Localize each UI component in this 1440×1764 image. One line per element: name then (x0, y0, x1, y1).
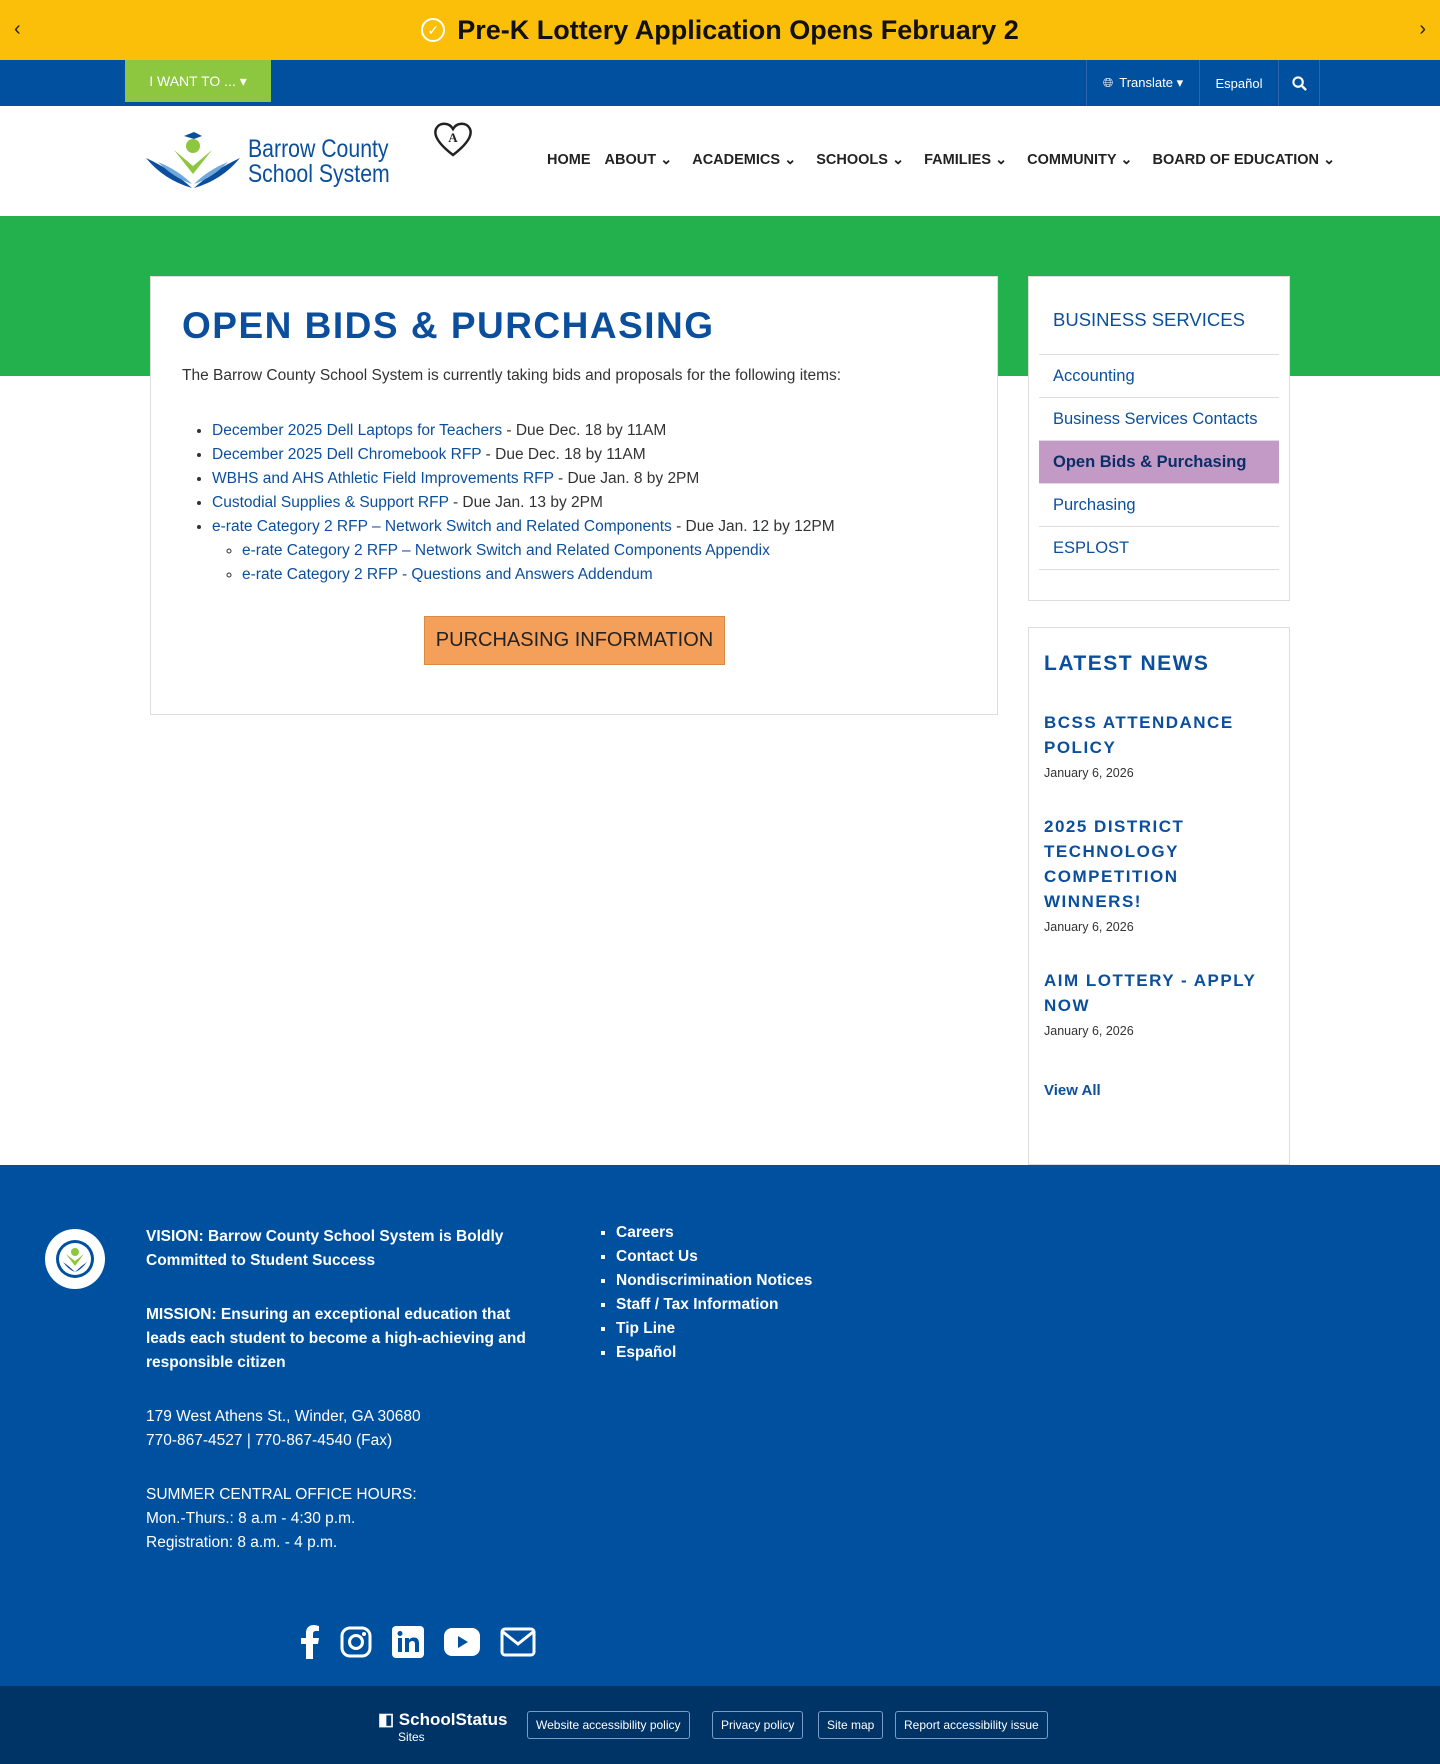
heart-a-logo[interactable] (432, 120, 474, 163)
footer-link-contact[interactable]: Contact Us (616, 1248, 698, 1265)
search-icon (1292, 76, 1307, 91)
footer-link-careers[interactable]: Careers (616, 1224, 674, 1241)
sub-bid-link[interactable]: e-rate Category 2 RFP – Network Switch and Related Components Appendix (242, 542, 770, 559)
latest-news (1028, 627, 1290, 1165)
view-all-link[interactable]: View All (1044, 1082, 1101, 1099)
prev-arrow-icon[interactable]: ‹ (14, 18, 21, 40)
search-button[interactable] (1278, 60, 1320, 106)
translate-label: Translate ▾ (1119, 75, 1184, 90)
page-title: OPEN BIDS & PURCHASING (182, 305, 715, 346)
nav-families[interactable]: FAMILIES ⌄ (924, 152, 1008, 168)
i-want-to-button[interactable]: I WANT TO ... ▾ (125, 60, 271, 102)
accessibility-policy-link[interactable]: Website accessibility policy (527, 1711, 690, 1739)
list-item (212, 467, 966, 491)
footer-link-nondiscrimination[interactable]: Nondiscrimination Notices (616, 1272, 813, 1289)
nav-home[interactable]: HOME (547, 152, 591, 168)
list-item (212, 419, 966, 443)
heart-letter: A (448, 130, 458, 145)
footer-links (600, 1221, 812, 1365)
news-item-date: January 6, 2026 (1044, 766, 1134, 780)
bid-link[interactable]: e-rate Category 2 RFP – Network Switch and Related Components (212, 518, 672, 535)
news-item-title[interactable]: AIM LOTTERY - APPLY NOW (1044, 971, 1257, 1015)
bottom-bar (0, 1686, 1440, 1764)
bid-due: - Due Dec. 18 by 11AM (502, 422, 667, 439)
bid-link[interactable]: December 2025 Dell Laptops for Teachers (212, 422, 503, 439)
espanol-link[interactable]: Español (1199, 60, 1278, 106)
list-item (212, 515, 966, 587)
nav-community[interactable]: COMMUNITY ⌄ (1027, 152, 1133, 168)
instagram-icon[interactable] (340, 1626, 372, 1658)
sidebar-item-esplost[interactable]: ESPLOST (1039, 526, 1279, 570)
translate-button[interactable] (1086, 60, 1199, 106)
main-nav (547, 152, 1349, 168)
logo-figure-icon (144, 130, 242, 194)
footer-link-espanol[interactable]: Español (616, 1344, 677, 1361)
mission-text: MISSION: Ensuring an exceptional education that leads each student to become a high-achieving and responsible citizen (146, 1306, 526, 1371)
intro-text: The Barrow County School System is currently taking bids and proposals for the following items: (182, 367, 842, 384)
bids-list (212, 419, 966, 587)
sidebar-item-business-services-contacts[interactable]: Business Services Contacts (1039, 397, 1279, 440)
section-sidebar (1028, 276, 1290, 601)
site-header (0, 106, 1440, 216)
heart-icon (432, 120, 474, 158)
brand-sub: Sites (398, 1730, 425, 1744)
facebook-icon[interactable] (300, 1625, 320, 1659)
main-content (150, 276, 998, 715)
sidebar-title: BUSINESS SERVICES (1053, 309, 1245, 330)
news-item-date: January 6, 2026 (1044, 920, 1134, 934)
bid-due: - Due Jan. 12 by 12PM (671, 518, 835, 535)
district-logo[interactable] (144, 130, 415, 194)
report-accessibility-link[interactable]: Report accessibility issue (895, 1711, 1048, 1739)
hours-2: Registration: 8 a.m. - 4 p.m. (146, 1534, 338, 1551)
next-arrow-icon[interactable]: › (1419, 18, 1426, 40)
bid-due: - Due Dec. 18 by 11AM (481, 446, 646, 463)
nav-schools[interactable]: SCHOOLS ⌄ (816, 152, 905, 168)
email-icon[interactable] (500, 1627, 536, 1657)
sub-bid-link[interactable]: e-rate Category 2 RFP - Questions and Answers Addendum (242, 566, 653, 583)
hours-title: SUMMER CENTRAL OFFICE HOURS: (146, 1486, 417, 1503)
list-item (242, 539, 966, 563)
footer-info (146, 1225, 546, 1585)
list-item (212, 491, 966, 515)
linkedin-icon[interactable] (392, 1626, 424, 1658)
sidebar-item-open-bids[interactable]: Open Bids & Purchasing (1039, 440, 1279, 483)
privacy-policy-link[interactable]: Privacy policy (712, 1711, 803, 1739)
vision-text: VISION: Barrow County School System is Boldly Committed to Student Success (146, 1228, 504, 1269)
phone: 770-867-4527 | 770-867-4540 (Fax) (146, 1432, 393, 1449)
alert-banner (0, 0, 1440, 60)
site-map-link[interactable]: Site map (818, 1711, 883, 1739)
nav-academics[interactable]: ACADEMICS ⌄ (692, 152, 797, 168)
social-links (300, 1625, 536, 1659)
footer-link-staff-tax[interactable]: Staff / Tax Information (616, 1296, 779, 1313)
nav-board-of-education[interactable]: BOARD OF EDUCATION ⌄ (1152, 152, 1336, 168)
sidebar-item-accounting[interactable]: Accounting (1039, 354, 1279, 397)
site-footer (0, 1165, 1440, 1686)
news-item-title[interactable]: 2025 DISTRICT TECHNOLOGY COMPETITION WINNERS! (1044, 817, 1185, 911)
news-item-date: January 6, 2026 (1044, 1024, 1134, 1038)
utility-bar (0, 60, 1440, 106)
check-circle-icon: ✓ (421, 18, 445, 42)
purchasing-information-button[interactable]: PURCHASING INFORMATION (424, 616, 725, 665)
logo-line1: Barrow County (248, 135, 389, 163)
district-seal-icon (44, 1228, 106, 1290)
footer-link-tip-line[interactable]: Tip Line (616, 1320, 676, 1337)
bid-due: - Due Jan. 8 by 2PM (553, 470, 700, 487)
sidebar-item-purchasing[interactable]: Purchasing (1039, 483, 1279, 526)
logo-line2: School System (248, 160, 390, 188)
news-title: LATEST NEWS (1044, 652, 1210, 675)
address: 179 West Athens St., Winder, GA 30680 (146, 1408, 421, 1425)
alert-title[interactable]: Pre-K Lottery Application Opens February 2 (457, 14, 1019, 45)
bid-link[interactable]: WBHS and AHS Athletic Field Improvements RFP (212, 470, 554, 487)
nav-about[interactable]: ABOUT ⌄ (604, 152, 673, 168)
youtube-icon[interactable] (444, 1628, 480, 1656)
bid-link[interactable]: Custodial Supplies & Support RFP (212, 494, 449, 511)
globe-icon: 🌐︎ (1102, 75, 1114, 90)
hours-1: Mon.-Thurs.: 8 a.m - 4:30 p.m. (146, 1510, 356, 1527)
news-item-title[interactable]: BCSS ATTENDANCE POLICY (1044, 713, 1234, 757)
schoolstatus-mark-icon: ◧ (378, 1710, 399, 1729)
list-item (212, 443, 966, 467)
bid-due: - Due Jan. 13 by 2PM (448, 494, 603, 511)
list-item (242, 563, 966, 587)
brand-name: SchoolStatus (398, 1710, 508, 1729)
schoolstatus-logo[interactable] (378, 1710, 507, 1744)
bid-link[interactable]: December 2025 Dell Chromebook RFP (212, 446, 482, 463)
